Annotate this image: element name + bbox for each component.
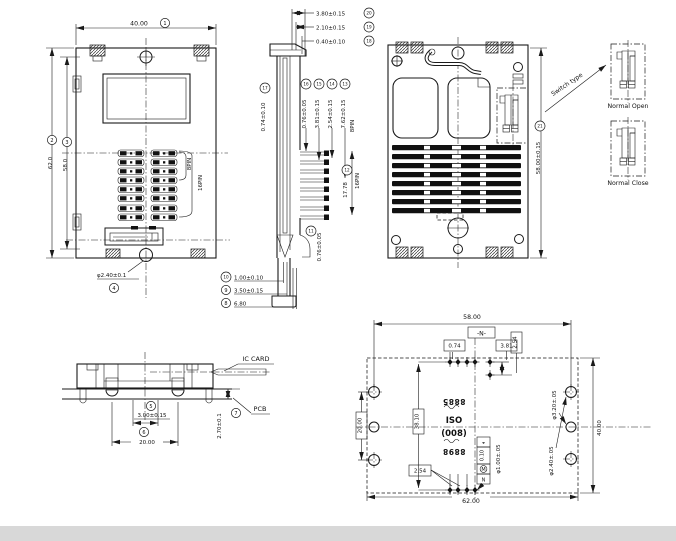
dim-front-hole: φ2.40±0.1 bbox=[97, 273, 127, 279]
dim-pcb-254-top: 2.54 bbox=[512, 336, 519, 349]
ref-circle-18 bbox=[364, 36, 374, 46]
back-hole-bottomright bbox=[515, 235, 524, 244]
pcb-view bbox=[356, 314, 652, 505]
ref-circle-3 bbox=[62, 137, 71, 146]
pcb-outline bbox=[367, 358, 578, 493]
pcb-pin-holes-bottom bbox=[446, 485, 480, 495]
dim-side-074: 0.74±0.10 bbox=[261, 102, 267, 132]
dim-mount-standoff: 2.70±0.1 bbox=[217, 413, 223, 439]
front-contact-pins bbox=[118, 150, 177, 221]
front-hole-leader bbox=[128, 261, 143, 272]
label-8pin-side: 8PIN bbox=[350, 119, 356, 133]
dim-back-height: 58.00±0.15 bbox=[536, 141, 542, 175]
ref-circle-20 bbox=[364, 8, 374, 18]
switch-detail-normal-close bbox=[611, 117, 645, 180]
svg-text:13: 13 bbox=[342, 81, 348, 87]
label-pcb: PCB bbox=[253, 405, 267, 413]
ref-circle-14 bbox=[327, 79, 337, 89]
ref-circle-13 bbox=[340, 79, 350, 89]
ref-circle-16 bbox=[301, 79, 311, 89]
back-contact-strips bbox=[392, 145, 521, 213]
ref-circle-6 bbox=[139, 427, 148, 436]
svg-text:6: 6 bbox=[142, 429, 146, 436]
fcf-modifier: M bbox=[481, 467, 486, 473]
side-pins bbox=[300, 151, 329, 221]
svg-text:3: 3 bbox=[65, 139, 69, 146]
ref-circle-19 bbox=[364, 22, 374, 32]
back-card-window-left bbox=[393, 78, 438, 138]
dim-pcb-width-top: 58.00 bbox=[463, 314, 481, 321]
svg-text:14: 14 bbox=[329, 81, 335, 87]
fcf-position-symbol: ⌖ bbox=[482, 440, 485, 447]
ref-circle-9 bbox=[221, 285, 230, 294]
svg-text:5: 5 bbox=[149, 403, 153, 410]
iso-card-marking bbox=[441, 397, 467, 456]
svg-text:19: 19 bbox=[366, 24, 372, 30]
pcb-pin-holes-top bbox=[446, 357, 495, 380]
dim-front-width: 40.00 bbox=[130, 20, 148, 28]
front-body-outline bbox=[73, 45, 216, 258]
back-top-feet bbox=[396, 42, 513, 53]
ref-circle-12 bbox=[342, 165, 352, 175]
back-detect-lever bbox=[427, 49, 481, 73]
dim-side-210: 2.10±0.15 bbox=[316, 25, 346, 32]
ref-circle-5 bbox=[146, 401, 155, 410]
fcf-tolerance: 0.10 bbox=[479, 449, 486, 462]
dim-pcb-254-bottom: 2.54 bbox=[413, 468, 427, 475]
dim-side-040: 0.40±0.10 bbox=[316, 39, 346, 46]
datum-n-label: -N- bbox=[476, 330, 487, 338]
dim-side-350: 3.50±0.15 bbox=[234, 288, 264, 295]
dim-side-680: 6.80 bbox=[234, 301, 247, 308]
label-normal-open: Normal Open bbox=[607, 103, 649, 110]
ref-circle-17 bbox=[260, 83, 270, 93]
ref-circle-11 bbox=[306, 226, 316, 236]
iso-code: (008) bbox=[441, 429, 467, 439]
ref-circle-8 bbox=[221, 298, 230, 307]
dim-side-076: 0.76±0.05 bbox=[302, 99, 308, 129]
dim-mount-contact: 3.00±0.15 bbox=[137, 413, 167, 419]
ref-circle-21 bbox=[535, 121, 545, 131]
back-view bbox=[388, 37, 649, 268]
svg-text:18: 18 bbox=[366, 38, 372, 44]
footer-bar bbox=[0, 526, 676, 541]
svg-text:7: 7 bbox=[234, 410, 238, 417]
ref-circle-10 bbox=[221, 272, 231, 282]
svg-text:21: 21 bbox=[537, 123, 543, 129]
label-8pin-front: 8PIN bbox=[187, 157, 193, 171]
dim-hole-small: φ2.40±.05 bbox=[549, 446, 555, 476]
dim-pcb-width-bottom: 62.00 bbox=[462, 498, 480, 505]
iso-name: ISO bbox=[445, 416, 463, 426]
label-16pin-side: 16PIN bbox=[355, 172, 361, 190]
dim-pcb-074: 0.74 bbox=[448, 343, 461, 350]
dim-side-100: 1.00±0.10 bbox=[234, 275, 264, 282]
mount-pcb bbox=[62, 389, 232, 399]
dim-side-1778: 17.78 bbox=[343, 182, 349, 198]
label-normal-close: Normal Close bbox=[607, 180, 649, 187]
dim-side-762: 7.62±0.15 bbox=[341, 99, 347, 129]
mount-view bbox=[62, 352, 274, 446]
pcb-holes bbox=[366, 384, 579, 468]
dim-side-254: 2.54±0.15 bbox=[328, 99, 334, 129]
label-ic-card: IC CARD bbox=[242, 355, 270, 363]
svg-text:10: 10 bbox=[223, 274, 229, 280]
svg-text:4: 4 bbox=[112, 285, 116, 292]
side-view bbox=[221, 8, 374, 309]
svg-text:8: 8 bbox=[224, 300, 228, 307]
dim-pcb-2000: 20.00 bbox=[357, 417, 364, 434]
dim-pcb-height-right: 40.00 bbox=[597, 420, 603, 436]
dim-side-380: 3.80±0.15 bbox=[316, 11, 346, 18]
ref-circle-2 bbox=[47, 135, 56, 144]
switch-detail-normal-open bbox=[611, 40, 645, 103]
fcf-datum: N bbox=[481, 477, 486, 484]
ref-circle-7 bbox=[231, 408, 240, 417]
front-centerlines bbox=[62, 38, 230, 298]
bracket-8pin bbox=[179, 152, 186, 180]
ref-circle-4 bbox=[109, 283, 118, 292]
svg-text:9: 9 bbox=[224, 287, 228, 294]
dim-front-height-inner: 58.0 bbox=[63, 158, 69, 172]
back-hole-bottomleft bbox=[392, 236, 401, 245]
dim-pcb-3810: 38.10 bbox=[414, 413, 421, 430]
svg-text:2: 2 bbox=[50, 137, 54, 144]
dim-hole-pin: φ1.00±.05 bbox=[496, 444, 502, 474]
back-switch-glyph bbox=[500, 95, 518, 132]
label-switch-type: Switch type bbox=[550, 71, 585, 98]
dim-pcb-381: 3.81 bbox=[500, 343, 513, 350]
svg-text:12: 12 bbox=[344, 167, 350, 173]
ref-circle-15 bbox=[314, 79, 324, 89]
feature-control-frame bbox=[477, 437, 490, 490]
label-16pin-front: 16PIN bbox=[198, 174, 204, 192]
dim-hole-large: φ3.20±.05 bbox=[552, 390, 558, 420]
dim-side-381: 3.81±0.15 bbox=[315, 99, 321, 129]
svg-text:15: 15 bbox=[316, 81, 322, 87]
ref-circle-1 bbox=[160, 18, 169, 27]
iso-emboss-bottom: 8898 bbox=[442, 447, 466, 456]
svg-text:1: 1 bbox=[163, 20, 167, 27]
back-hole-right bbox=[514, 63, 523, 72]
front-view bbox=[46, 18, 230, 298]
dim-front-height-outer: 62.0 bbox=[48, 156, 54, 170]
svg-text:17: 17 bbox=[262, 85, 268, 91]
dim-mount-span: 20.00 bbox=[139, 440, 155, 446]
front-slider bbox=[105, 226, 163, 245]
svg-text:11: 11 bbox=[308, 228, 314, 234]
dim-side-tail: 0.76±0.05 bbox=[317, 232, 323, 262]
svg-text:16: 16 bbox=[303, 81, 309, 87]
iso-emboss-top: 8885 bbox=[442, 397, 466, 406]
svg-text:20: 20 bbox=[366, 10, 372, 16]
